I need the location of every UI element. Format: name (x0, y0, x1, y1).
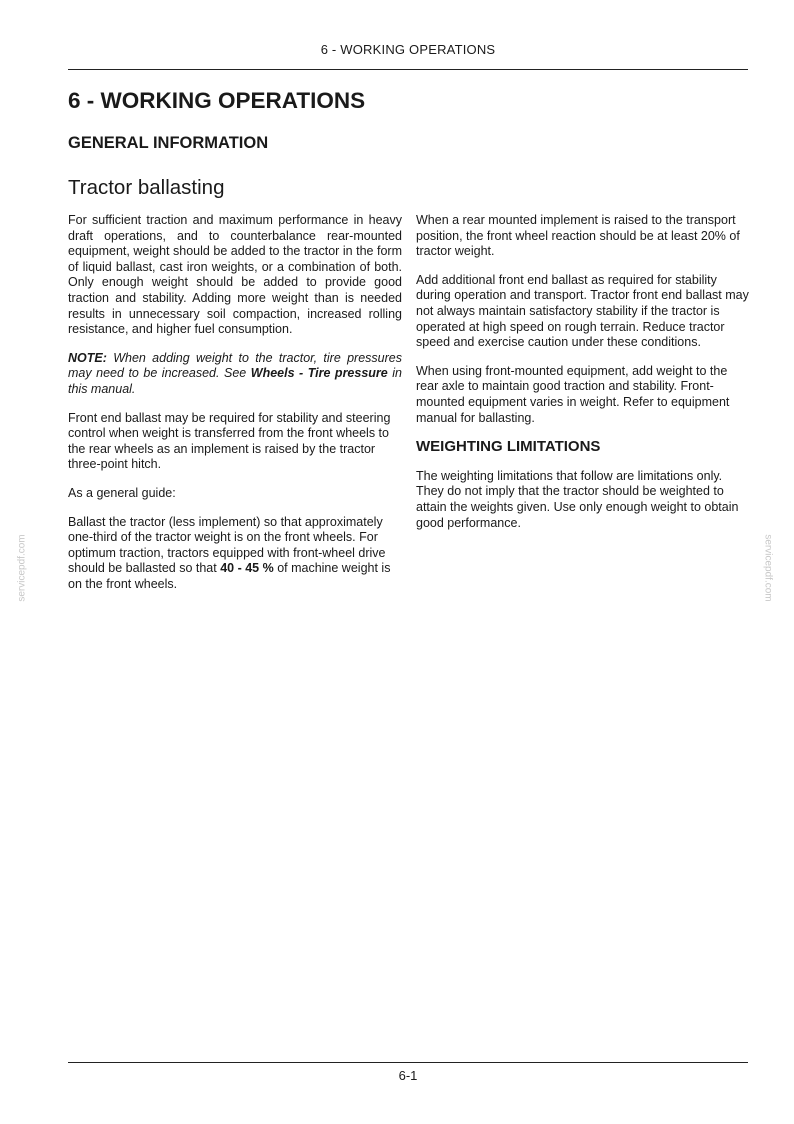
note-text-before: When adding weight to the tractor, tire pressures may need to be increased. See (68, 350, 402, 381)
paragraph-front-mounted: When using front-mounted equipment, add weight to the rear axle to maintain good traction and stability. Front-mounted equipment varies in weight. Refer to equipment manual for ballasting. (416, 363, 730, 425)
weighting-limitations-heading: WEIGHTING LIMITATIONS (416, 438, 601, 456)
note-paragraph (68, 351, 402, 398)
watermark-left: servicepdf.com (16, 534, 28, 602)
paragraph-rear-implement: When a rear mounted implement is raised to the transport position, the front wheel reaction should be at least 20% of tractor weight. (416, 213, 740, 259)
chapter-title: 6 - WORKING OPERATIONS (68, 88, 366, 113)
note-text-after: in this manual. (68, 366, 402, 396)
weight-percentage: 40 - 45 % (220, 561, 274, 576)
paragraph-additional-ballast: Add additional front end ballast as required for stability during operation and transport. Tractor front end ballast may not always maintain satisfactory stability if the tractor is operated at high speed on rough terrain. Reduce tractor speed and exercise caution under these conditions. (416, 272, 749, 350)
section-title: GENERAL INFORMATION (68, 134, 269, 152)
note-label: NOTE: (68, 350, 107, 365)
left-column (68, 213, 402, 605)
footer-rule (68, 1062, 748, 1063)
guide-text-after: of machine weight is on the front wheels. (68, 561, 391, 591)
note-reference: Wheels - Tire pressure (250, 366, 388, 381)
right-column (416, 213, 750, 544)
paragraph-front-end-ballast: Front end ballast may be required for stability and steering control when weight is transferred from the front wheels to the rear wheels as an implement is raised by the tractor three-point hitch. (68, 410, 391, 472)
paragraph-weighting-limitations: The weighting limitations that follow are limitations only. They do not imply that the tractor should be weighted to attain the weights given. Use only enough weight to obtain good performance. (416, 468, 739, 530)
paragraph-general-guide: As a general guide: (68, 485, 176, 500)
paragraph-ballast-guide (68, 515, 402, 593)
page-number: 6-1 (398, 1068, 418, 1083)
paragraph-ballast-intro: For sufficient traction and maximum performance in heavy draft operations, and to counterbalance rear-mounted equipment, weight should be added to the tractor in the form of liquid ballast, cast iron weights, or a combination of both. Only enough weight should be added to provide good traction and stability. Adding more weight than is needed results in unnecessary soil compaction, increased rolling resistance, and higher fuel consumption. (68, 213, 402, 337)
running-header: 6 - WORKING OPERATIONS (320, 42, 496, 57)
header-rule (68, 69, 748, 70)
guide-text-before: Ballast the tractor (less implement) so that approximately one-third of the tractor weight is on the front wheels. For optimum traction, tractors equipped with front-wheel drive should be ballasted so that (68, 514, 386, 576)
topic-title: Tractor ballasting (68, 176, 225, 199)
watermark-right: servicepdf.com (762, 534, 774, 602)
